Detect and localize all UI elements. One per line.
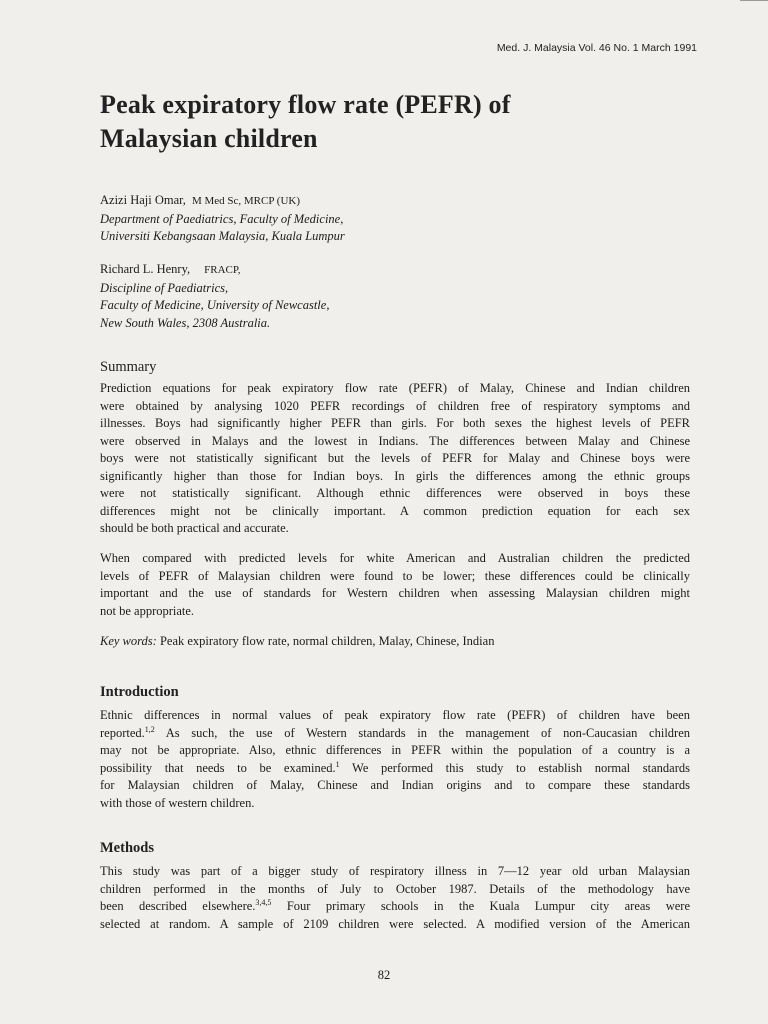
author-affiliation: New South Wales, 2308 Australia. xyxy=(100,315,271,330)
author-name: Azizi Haji Omar, xyxy=(100,193,186,207)
citation-superscript: 3,4,5 xyxy=(255,898,272,907)
author-name: Richard L. Henry, xyxy=(100,262,191,276)
author-line xyxy=(100,261,329,280)
text-fragment: Four primary schools in the Kuala Lumpur city areas were xyxy=(271,899,690,913)
text-line: boys were not statistically significant but the levels of PEFR for Malay and Chinese boys were xyxy=(100,451,690,465)
text-fragment: We performed this study to establish normal standards xyxy=(339,760,690,775)
author-block-2 xyxy=(100,261,329,332)
introduction-paragraph xyxy=(100,707,690,812)
text-fragment: As such, the use of Western standards in the management of non-Caucasian children xyxy=(154,725,690,740)
title-line-1: Peak expiratory flow rate (PEFR) of xyxy=(100,90,511,119)
page-edge-line xyxy=(740,0,768,1)
summary-paragraph-2 xyxy=(100,550,690,620)
author-block-1 xyxy=(100,192,345,246)
author-affiliation: Faculty of Medicine, University of Newcastle, xyxy=(100,298,330,312)
summary-heading: Summary xyxy=(100,359,157,375)
text-line xyxy=(100,898,690,916)
page-number: 82 xyxy=(377,968,391,982)
author-affiliation: Universiti Kebangsaan Malaysia, Kuala Lumpur xyxy=(100,229,345,243)
text-line: may not be appropriate. Also, ethnic differences in PEFR within the population of a country is a xyxy=(100,743,690,757)
author-degrees: M Med Sc, MRCP (UK) xyxy=(191,195,301,207)
keywords-label: Key words: xyxy=(100,634,157,648)
citation-superscript: 1,2 xyxy=(144,724,155,734)
author-affiliation: Discipline of Paediatrics, xyxy=(100,280,229,295)
keywords-text: Peak expiratory flow rate, normal children, Malay, Chinese, Indian xyxy=(159,634,495,648)
text-line: with those of western children. xyxy=(100,795,255,810)
text-line: significantly higher than those for Indian boys. In girls the differences among the ethnic groups xyxy=(100,468,690,483)
text-line: Ethnic differences in normal values of peak expiratory flow rate (PEFR) of children have been xyxy=(100,708,690,722)
text-line: When compared with predicted levels for white American and Australian children the predicted xyxy=(100,551,690,565)
text-line xyxy=(100,760,690,778)
title-line-2: Malaysian children xyxy=(100,124,318,153)
text-line: were observed in Malays and the lowest in Indians. The differences between Malay and Chinese xyxy=(100,433,690,448)
text-line: differences might not be clinically important. A common prediction equation for each sex xyxy=(100,503,690,518)
text-fragment: reported. xyxy=(100,725,145,740)
text-line: illnesses. Boys had significantly higher PEFR than girls. For both sexes the highest levels of PEFR xyxy=(100,416,690,430)
text-fragment: possibility that needs to be examined. xyxy=(100,760,336,775)
author-degrees: FRACP, xyxy=(204,264,241,276)
methods-heading: Methods xyxy=(100,840,154,856)
summary-paragraph-1 xyxy=(100,380,690,538)
author-affiliation: Department of Paediatrics, Faculty of Medicine, xyxy=(100,211,344,226)
author-line xyxy=(100,192,345,211)
text-line: important and the use of standards for Western children when assessing Malaysian children might xyxy=(100,586,690,600)
methods-paragraph xyxy=(100,863,690,933)
article-title xyxy=(100,88,511,156)
text-line: for Malaysian children of Malay, Chinese and Indian origins and to compare these standards xyxy=(100,778,690,792)
text-line: children performed in the months of July to October 1987. Details of the methodology have xyxy=(100,881,690,896)
text-line: were obtained by analysing 1020 PEFR recordings of children free of respiratory symptoms and xyxy=(100,398,690,413)
text-line: Prediction equations for peak expiratory flow rate (PEFR) of Malay, Chinese and Indian children xyxy=(100,381,690,395)
text-line xyxy=(100,725,690,743)
text-line: levels of PEFR of Malaysian children were found to be lower; these differences could be clinically xyxy=(100,568,690,583)
text-line: were not statistically significant. Although ethnic differences were observed in boys these xyxy=(100,486,690,500)
citation-superscript: 1 xyxy=(335,759,340,769)
text-line: selected at random. A sample of 2109 children were selected. A modified version of the American xyxy=(100,916,690,931)
text-line: not be appropriate. xyxy=(100,603,195,618)
introduction-heading: Introduction xyxy=(100,684,179,700)
text-line: should be both practical and accurate. xyxy=(100,521,289,535)
keywords xyxy=(100,634,494,649)
journal-citation: Med. J. Malaysia Vol. 46 No. 1 March 1991 xyxy=(496,42,697,54)
text-line: This study was part of a bigger study of respiratory illness in 7—12 year old urban Malaysian xyxy=(100,864,690,878)
text-fragment: been described elsewhere. xyxy=(100,899,256,913)
